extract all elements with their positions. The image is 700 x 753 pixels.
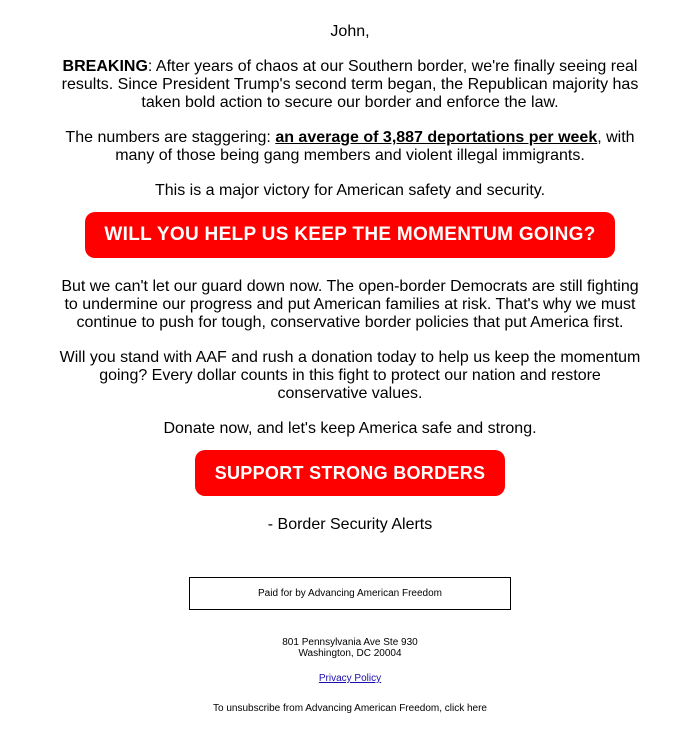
breaking-text: : After years of chaos at our Southern border, we're finally seeing real results. Since President Trump's second term began, the Republican majority has taken bold action to secure our border and enforce the law.	[61, 58, 639, 111]
signoff: - Border Security Alerts	[267, 516, 433, 533]
email-body	[55, 0, 645, 534]
footer	[0, 577, 700, 714]
unsubscribe-link[interactable]: To unsubscribe from Advancing American Freedom, click here	[212, 703, 487, 714]
breaking-paragraph	[55, 58, 645, 112]
breaking-label: BREAKING	[62, 58, 148, 75]
support-borders-button[interactable]: SUPPORT STRONG BORDERS	[195, 450, 505, 496]
privacy-policy-link[interactable]: Privacy Policy	[318, 673, 382, 684]
address-line-2: Washington, DC 20004	[298, 648, 402, 659]
numbers-rest: , with many of those being gang members and violent illegal immigrants.	[115, 129, 635, 164]
address	[0, 637, 700, 659]
paid-for-disclaimer: Paid for by Advancing American Freedom	[189, 577, 511, 610]
momentum-cta-button[interactable]: WILL YOU HELP US KEEP THE MOMENTUM GOING?	[85, 212, 615, 258]
donate-now-paragraph: Donate now, and let's keep America safe and strong.	[163, 420, 537, 437]
guard-paragraph: But we can't let our guard down now. The open-border Democrats are still fighting to undermine our progress and put American families at risk. That's why we must continue to push for tough, conservative border policies that put America first.	[61, 278, 639, 331]
address-line-1: 801 Pennsylvania Ave Ste 930	[282, 637, 418, 648]
greeting: John,	[330, 23, 370, 40]
donation-paragraph: Will you stand with AAF and rush a donation today to help us keep the momentum going? Every dollar counts in this fight to protect our nation and restore conservative values.	[59, 349, 641, 402]
numbers-intro: The numbers are staggering:	[65, 129, 276, 146]
victory-paragraph: This is a major victory for American safety and security.	[154, 182, 546, 199]
numbers-paragraph	[55, 129, 645, 165]
deportations-highlight: an average of 3,887 deportations per week	[275, 129, 598, 146]
